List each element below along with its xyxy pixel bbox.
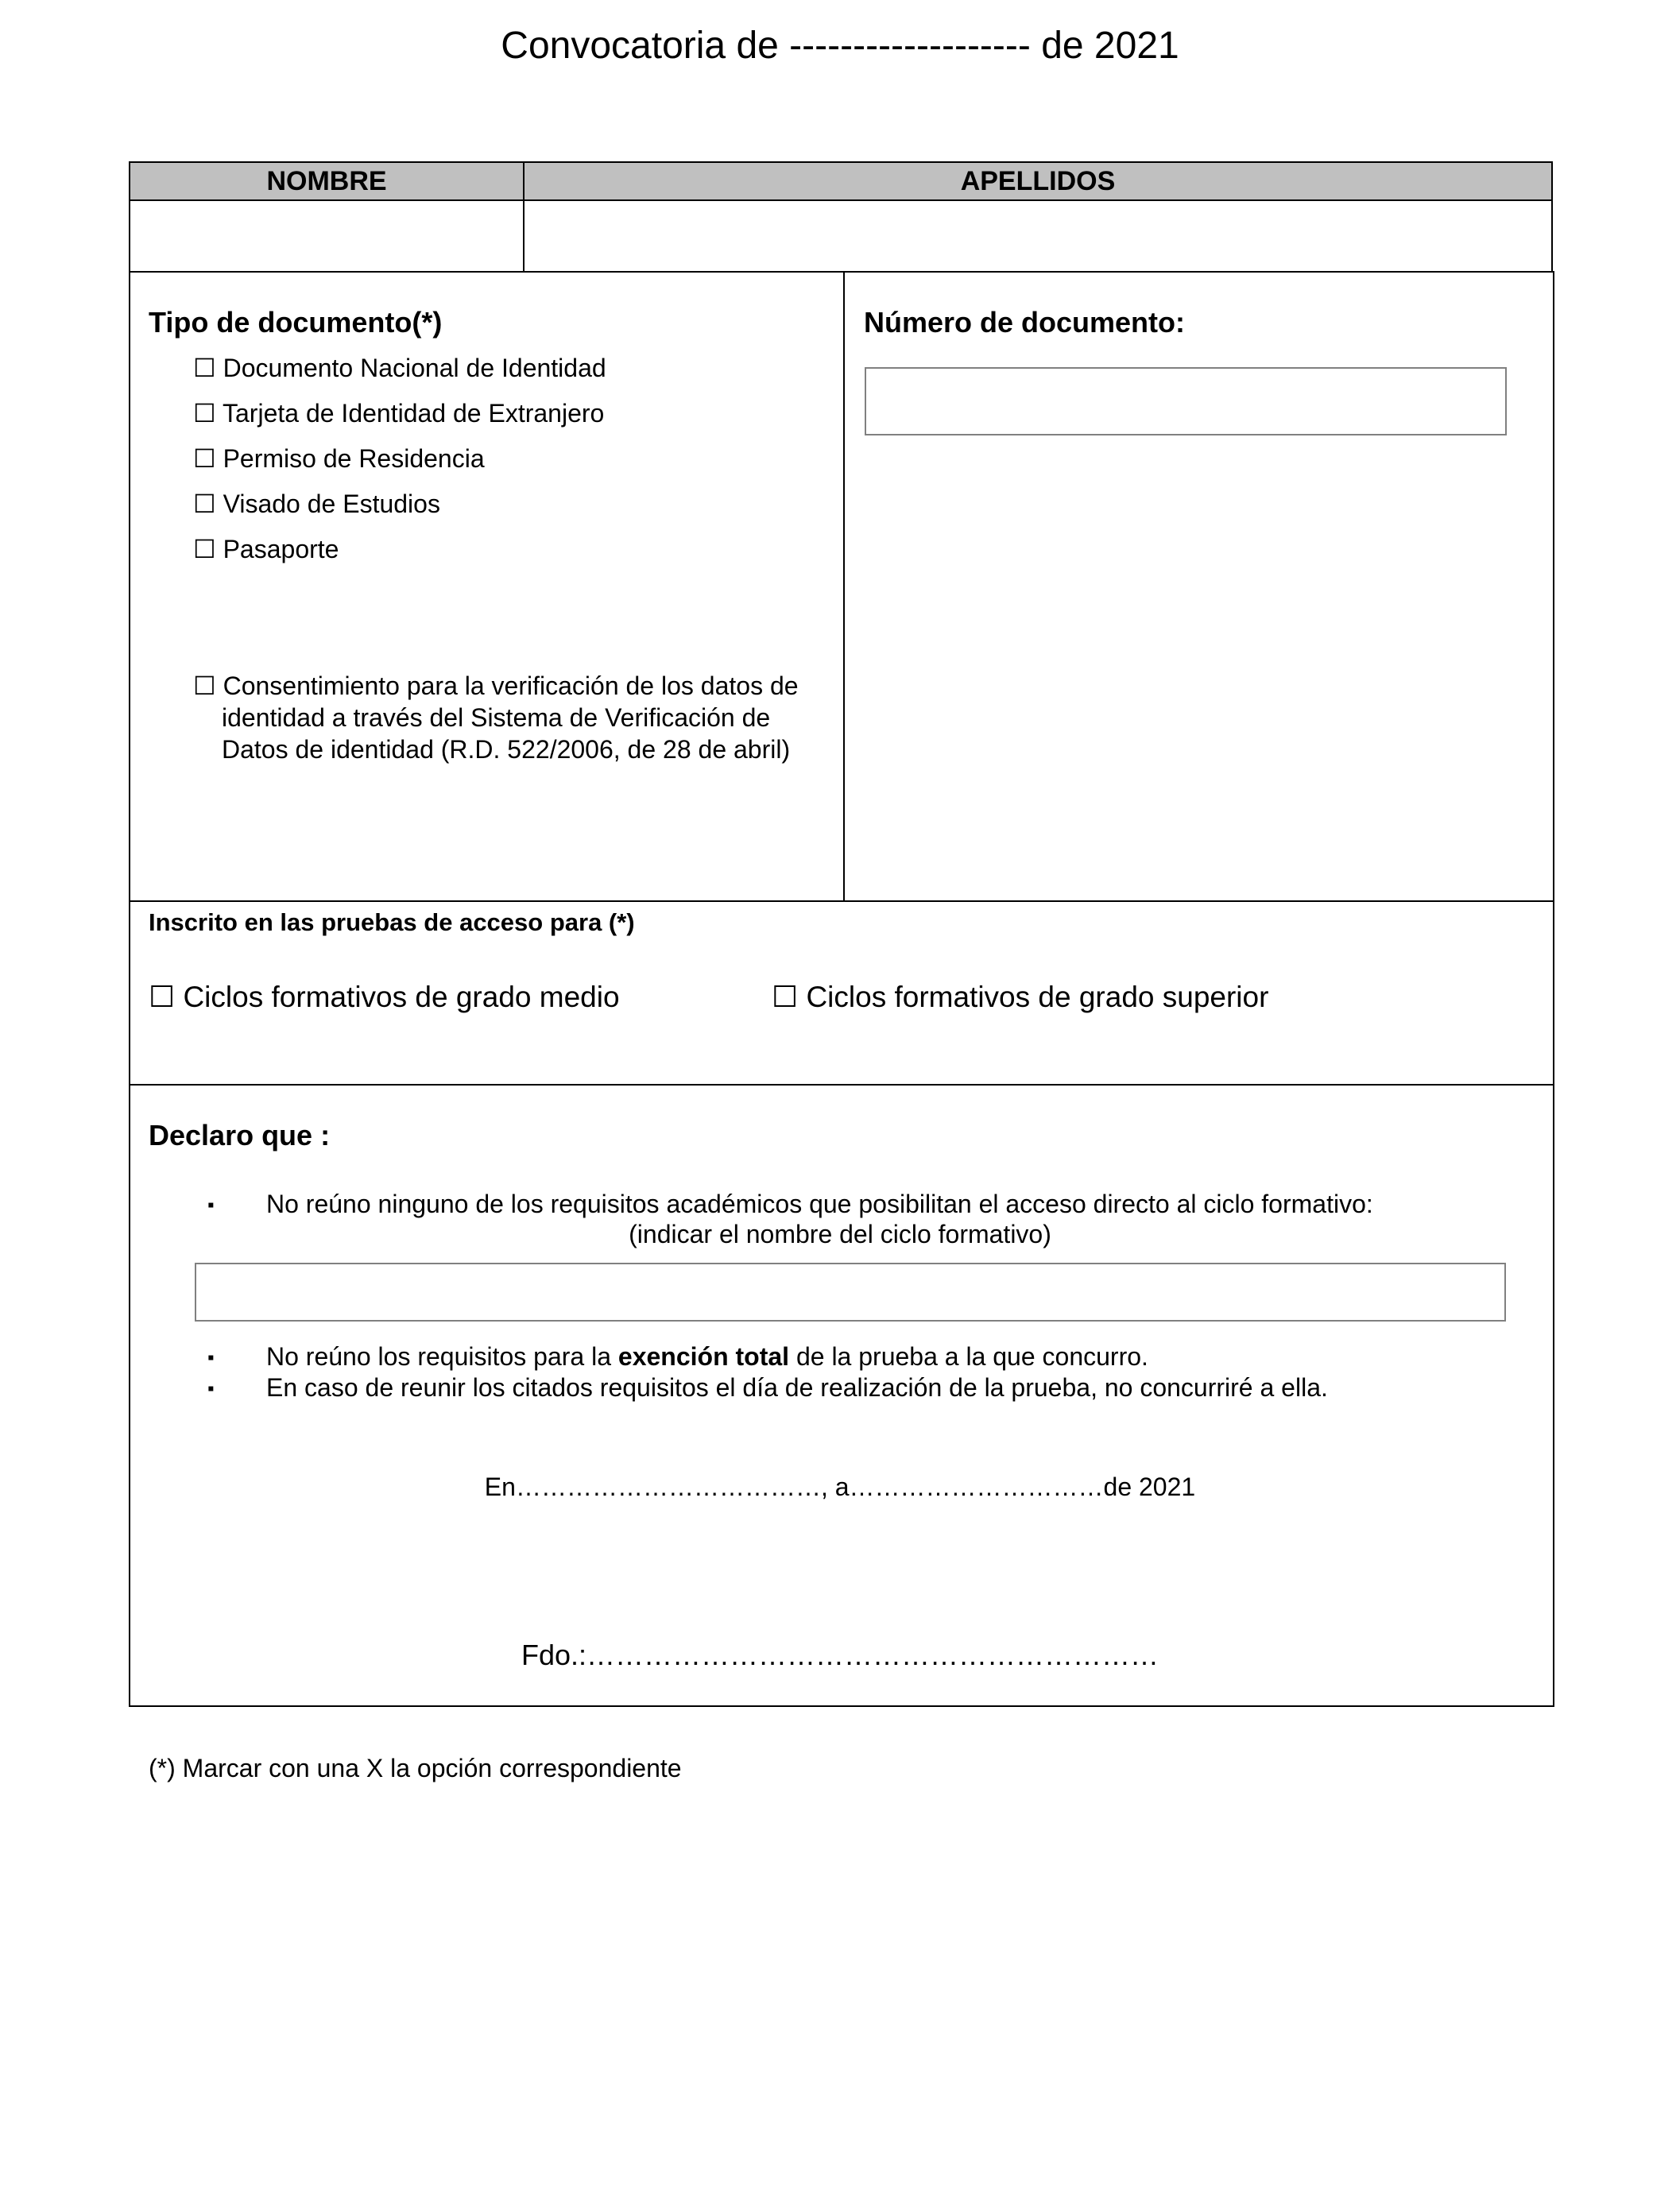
numero-documento-input[interactable]	[865, 367, 1507, 435]
declaro-item-2: No reúno los requisitos para la exención total de la prueba a la que concurro.	[266, 1342, 1148, 1371]
declaro-item-3: En caso de reunir los citados requisitos el día de realización de la prueba, no concurriré a ella.	[266, 1373, 1328, 1402]
option-visado-estudios[interactable]: ☐ Visado de Estudios	[193, 490, 440, 518]
option-dni[interactable]: ☐ Documento Nacional de Identidad	[193, 354, 606, 382]
option-permiso-residencia[interactable]: ☐ Permiso de Residencia	[193, 444, 485, 473]
consentimiento-line-2: identidad a través del Sistema de Verificación de	[222, 703, 771, 732]
nombre-field[interactable]	[129, 199, 525, 273]
declaro-item-1: No reúno ninguno de los requisitos académicos que posibilitan el acceso directo al ciclo formativo:	[266, 1190, 1373, 1218]
bullet-2: ▪	[207, 1347, 215, 1368]
apellidos-field[interactable]	[523, 199, 1553, 273]
option-grado-medio[interactable]: ☐ Ciclos formativos de grado medio	[149, 981, 620, 1013]
firma-line[interactable]: Fdo.:……………………………………………………	[521, 1639, 1159, 1671]
divider-vertical	[843, 271, 845, 901]
declaro-label: Declaro que :	[149, 1119, 331, 1151]
numero-documento-label: Número de documento:	[864, 306, 1186, 339]
tipo-documento-label: Tipo de documento(*)	[149, 306, 443, 339]
inscrito-label: Inscrito en las pruebas de acceso para (*)	[149, 908, 635, 936]
declaro-item-1-sub: (indicar el nombre del ciclo formativo)	[629, 1220, 1051, 1248]
lugar-fecha-line[interactable]: En………………………………, a…………………………de 2021	[484, 1473, 1196, 1501]
option-grado-superior[interactable]: ☐ Ciclos formativos de grado superior	[772, 981, 1269, 1013]
consentimiento-line-3: Datos de identidad (R.D. 522/2006, de 28 de abril)	[222, 735, 791, 764]
bullet-1: ▪	[207, 1194, 215, 1216]
divider-documento	[129, 900, 1553, 902]
apellidos-header: APELLIDOS	[523, 161, 1553, 201]
option-pasaporte[interactable]: ☐ Pasaporte	[193, 535, 339, 563]
bullet-3: ▪	[207, 1378, 215, 1399]
nombre-header: NOMBRE	[129, 161, 525, 201]
page-title: Convocatoria de ------------------- de 2021	[501, 25, 1179, 67]
divider-bottom	[129, 1705, 1553, 1707]
option-consentimiento[interactable]: ☐ Consentimiento para la verificación de los datos de	[193, 671, 799, 700]
option-tie[interactable]: ☐ Tarjeta de Identidad de Extranjero	[193, 399, 605, 428]
footnote: (*) Marcar con una X la opción correspondiente	[149, 1754, 682, 1782]
divider-inscrito	[129, 1084, 1553, 1086]
ciclo-formativo-input[interactable]	[195, 1263, 1506, 1322]
